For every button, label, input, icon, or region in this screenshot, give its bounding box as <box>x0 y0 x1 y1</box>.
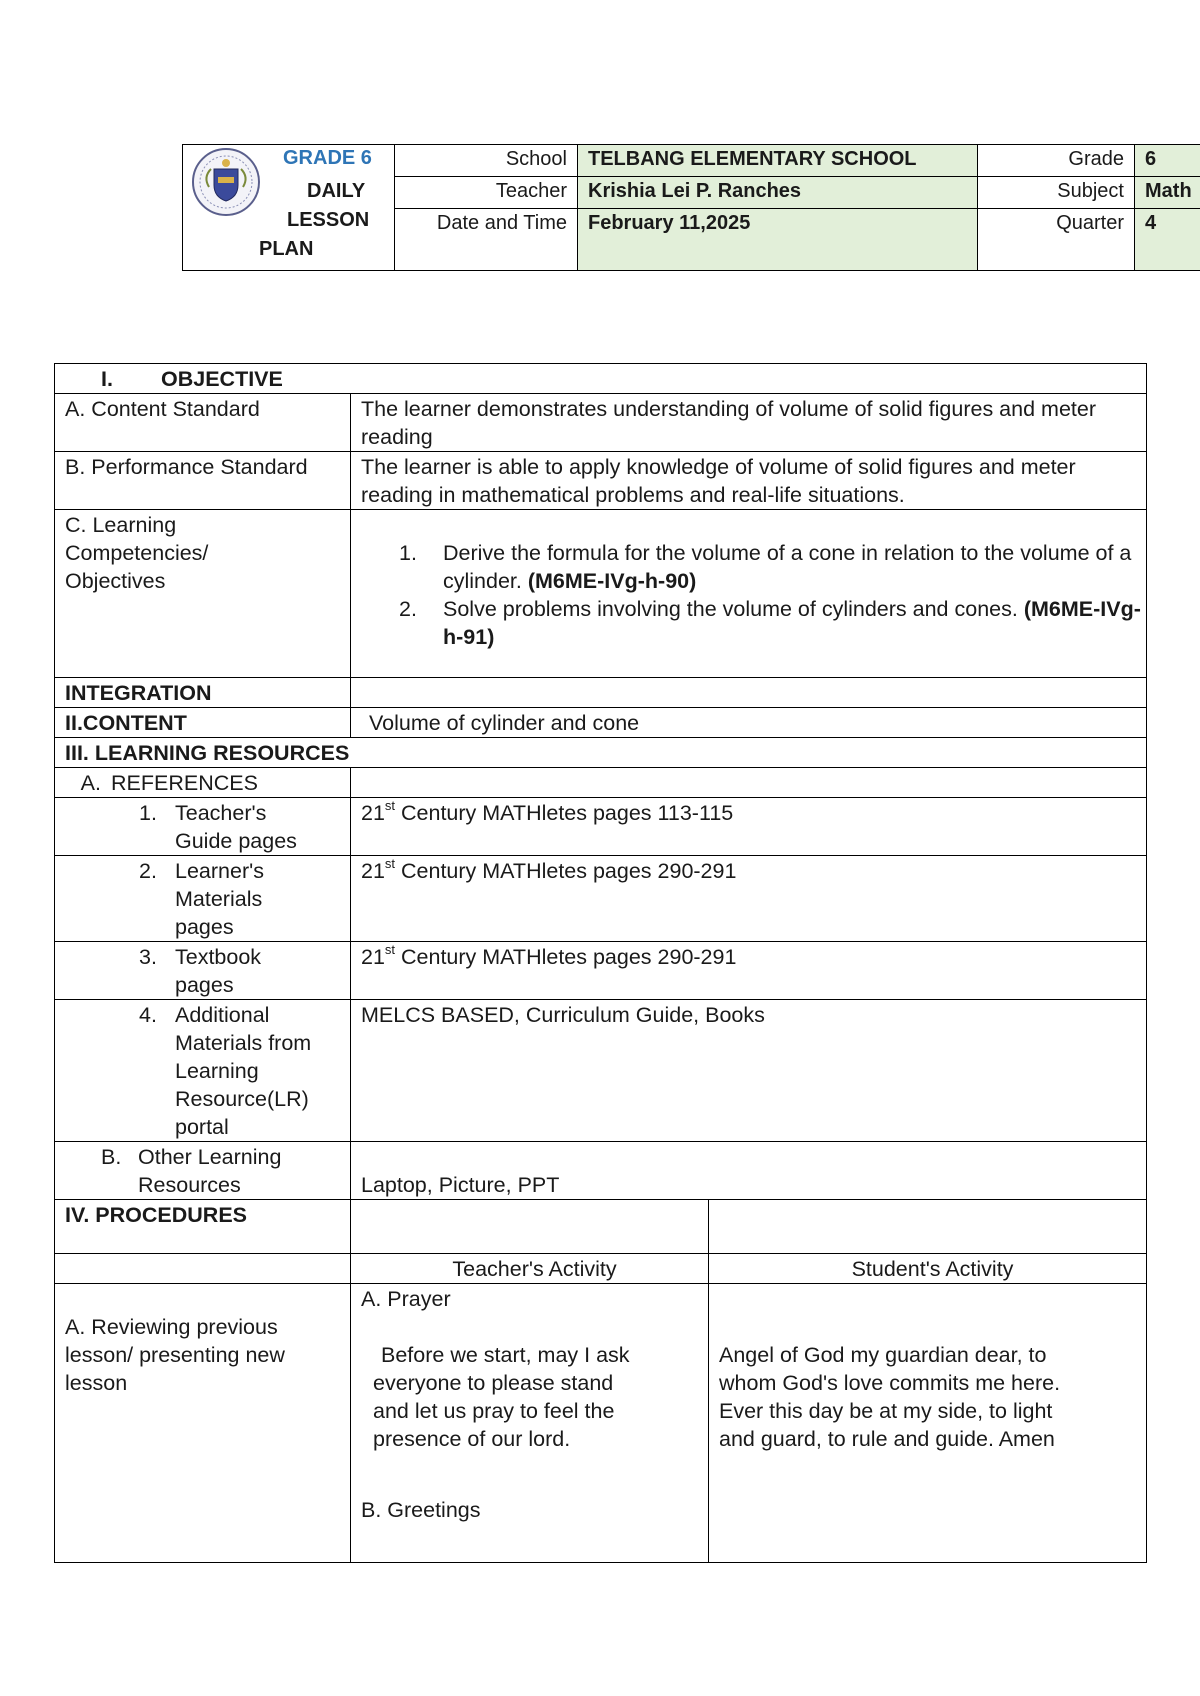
objective-heading <box>55 364 1147 394</box>
competency-text: Derive the formula for the volume of a cone in relation to the volume of a cylinder. <box>443 541 1132 593</box>
content-standard-label: A. Content Standard <box>55 394 351 452</box>
prayer-teacher-text <box>361 1341 708 1453</box>
reference-item-value <box>351 798 1147 856</box>
competencies-label <box>55 510 351 678</box>
reference-text: Century MATHletes pages 113-115 <box>395 801 734 825</box>
competencies-label-line: Objectives <box>65 569 166 593</box>
reference-item-label <box>55 942 351 1000</box>
quarter-label: Quarter <box>978 209 1135 271</box>
review-label-line: lesson <box>65 1371 128 1395</box>
reference-num: 1. <box>139 801 157 825</box>
reference-item-label <box>55 856 351 942</box>
teacher-activity-cell <box>351 1284 709 1563</box>
reference-label-line: Teacher's <box>175 801 267 825</box>
other-resources-label-line: Other Learning <box>138 1145 282 1169</box>
integration-value <box>351 678 1147 708</box>
prayer-student-line: Ever this day be at my side, to light <box>719 1399 1053 1423</box>
competency-code: (M6ME-IVg-h-90) <box>527 569 697 593</box>
grade-label: GRADE 6 <box>283 147 372 169</box>
reference-num: 2. <box>139 859 157 883</box>
title-daily: DAILY <box>307 180 366 202</box>
competency-num: 2. <box>399 597 417 621</box>
teacher-label: Teacher <box>395 177 578 209</box>
reference-item-value <box>351 856 1147 942</box>
school-label: School <box>395 145 578 177</box>
other-resources-label <box>55 1142 351 1200</box>
review-label-line: A. Reviewing previous <box>65 1315 278 1339</box>
competency-item <box>361 539 1146 595</box>
review-label <box>55 1284 351 1563</box>
other-resources-label-line: Resources <box>138 1173 241 1197</box>
procedures-empty-cell <box>55 1254 351 1284</box>
other-resources-num: B. <box>101 1145 122 1169</box>
competencies-value <box>351 510 1147 678</box>
prayer-title: A. Prayer <box>361 1287 451 1311</box>
reference-item-label <box>55 1000 351 1142</box>
school-value: TELBANG ELEMENTARY SCHOOL <box>578 145 978 177</box>
objective-heading-text: OBJECTIVE <box>161 367 283 391</box>
integration-label: INTEGRATION <box>55 678 351 708</box>
reference-ordinal: 21 <box>361 801 385 825</box>
teacher-activity-header: Teacher's Activity <box>351 1254 709 1284</box>
competency-num: 1. <box>399 541 417 565</box>
deped-seal-icon <box>191 147 261 217</box>
performance-standard-value: The learner is able to apply knowledge of volume of solid figures and meter reading in mathematical problems and real-life situations. <box>351 452 1147 510</box>
subject-value: Math <box>1135 177 1200 209</box>
procedures-heading: IV. PROCEDURES <box>55 1200 351 1254</box>
date-label: Date and Time <box>395 209 578 271</box>
reference-ordinal: 21 <box>361 859 385 883</box>
references-num: A. <box>80 771 101 795</box>
quarter-value: 4 <box>1135 209 1200 271</box>
reference-label-line: Learner's <box>175 859 264 883</box>
prayer-teacher-line: Before we start, may I ask <box>381 1343 630 1367</box>
teacher-value: Krishia Lei P. Ranches <box>578 177 978 209</box>
greetings-title: B. Greetings <box>361 1498 481 1522</box>
student-activity-cell <box>709 1284 1147 1563</box>
competency-text: Solve problems involving the volume of cylinders and cones. <box>443 597 1024 621</box>
competencies-label-line: Competencies/ <box>65 541 209 565</box>
title-plan: PLAN <box>259 238 314 260</box>
performance-standard-label: B. Performance Standard <box>55 452 351 510</box>
prayer-teacher-line: everyone to please stand <box>373 1371 614 1395</box>
prayer-teacher-line: and let us pray to feel the <box>373 1399 615 1423</box>
competency-item <box>361 595 1146 651</box>
prayer-teacher-line: presence of our lord. <box>373 1427 571 1451</box>
reference-text: Century MATHletes pages 290-291 <box>395 859 737 883</box>
reference-label-line: Additional <box>175 1003 270 1027</box>
reference-label-line: Materials from <box>175 1031 312 1055</box>
references-value <box>351 768 1147 798</box>
competencies-list <box>361 539 1146 651</box>
resources-heading: III. LEARNING RESOURCES <box>55 738 1147 768</box>
subject-label: Subject <box>978 177 1135 209</box>
reference-ordinal-suffix: st <box>384 855 396 871</box>
lesson-plan-table <box>54 363 1147 1563</box>
reference-label-line: pages <box>175 973 234 997</box>
references-label <box>55 768 351 798</box>
content-value: Volume of cylinder and cone <box>351 708 1147 738</box>
reference-text: Century MATHletes pages 290-291 <box>395 945 737 969</box>
reference-item-value: MELCS BASED, Curriculum Guide, Books <box>351 1000 1147 1142</box>
objective-heading-num: I. <box>101 367 113 391</box>
grade-value: 6 <box>1135 145 1200 177</box>
competencies-label-line: C. Learning <box>65 513 177 537</box>
reference-label-line: portal <box>175 1115 229 1139</box>
header-logo-cell <box>183 145 395 271</box>
other-resources-value: Laptop, Picture, PPT <box>351 1142 1147 1200</box>
content-standard-value: The learner demonstrates understanding of volume of solid figures and meter reading <box>351 394 1147 452</box>
reference-label-line: Textbook <box>175 945 262 969</box>
date-value: February 11,2025 <box>578 209 978 271</box>
reference-ordinal-suffix: st <box>384 797 396 813</box>
title-lesson: LESSON <box>287 209 370 231</box>
review-label-line: lesson/ presenting new <box>65 1343 285 1367</box>
reference-ordinal-suffix: st <box>384 941 396 957</box>
references-text: REFERENCES <box>111 771 258 795</box>
prayer-student-line: and guard, to rule and guide. Amen <box>719 1427 1055 1451</box>
reference-label-line: Resource(LR) <box>175 1087 309 1111</box>
prayer-student-line: Angel of God my guardian dear, to <box>719 1343 1047 1367</box>
reference-item-value <box>351 942 1147 1000</box>
reference-ordinal: 21 <box>361 945 385 969</box>
content-label: II.CONTENT <box>55 708 351 738</box>
reference-num: 4. <box>139 1003 157 1027</box>
reference-label-line: Learning <box>175 1059 259 1083</box>
reference-label-line: Materials <box>175 887 263 911</box>
reference-label-line: pages <box>175 915 234 939</box>
procedures-empty-cell <box>709 1200 1147 1254</box>
procedures-empty-cell <box>351 1200 709 1254</box>
header-table <box>182 144 1200 271</box>
reference-label-line: Guide pages <box>175 829 297 853</box>
reference-item-label <box>55 798 351 856</box>
student-activity-header: Student's Activity <box>709 1254 1147 1284</box>
competency-code: (M6ME-IVg-h-91) <box>443 597 1141 649</box>
reference-num: 3. <box>139 945 157 969</box>
grade-field-label: Grade <box>978 145 1135 177</box>
prayer-student-line: whom God's love commits me here. <box>719 1371 1061 1395</box>
